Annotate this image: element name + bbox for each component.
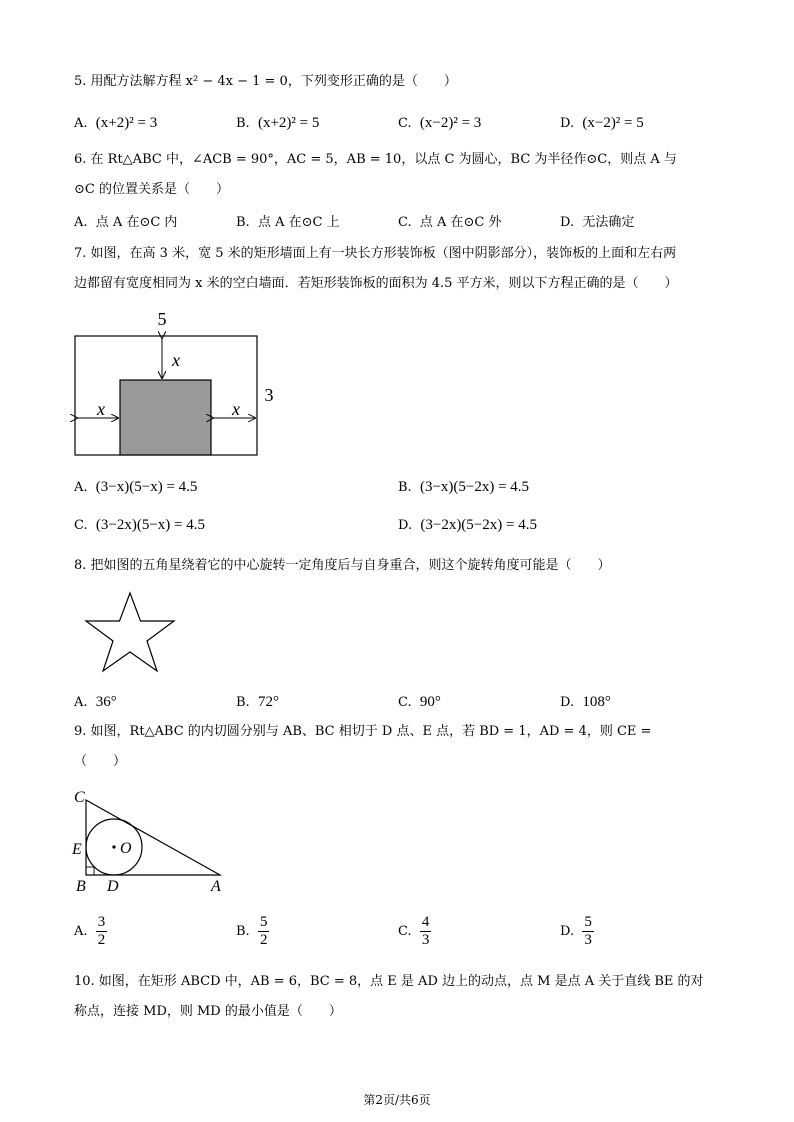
- q7-option-b: B. (3−x)(5−2x) = 4.5: [398, 479, 530, 495]
- decoration-board: [120, 380, 211, 455]
- five-pointed-star: [86, 593, 174, 671]
- q6-stem-line1: 6. 在 Rt△ABC 中，∠ACB = 90°，AC = 5，AB = 10，以点 C 为圆心，BC 为半径作⊙C，则点 A 与: [74, 152, 677, 167]
- q6-stem-line2: ⊙C 的位置关系是（ ）: [74, 182, 229, 197]
- q8-stem: 8. 把如图的五角星绕着它的中心旋转一定角度后与自身重合，则这个旋转角度可能是（ ）: [74, 558, 611, 573]
- label-o: O: [120, 840, 132, 857]
- label-a: A: [211, 878, 221, 893]
- q5-option-a: A. (x+2)² = 3: [74, 115, 158, 131]
- label-b: B: [76, 878, 86, 893]
- q9-option-c: C. $\frac{4}{3}$: [398, 914, 430, 948]
- q6-option-c: C. 点 A 在⊙C 外: [398, 215, 502, 230]
- q5-option-d: D. (x−2)² = 5: [560, 115, 644, 131]
- page-footer: 第2页/共6页: [363, 1093, 431, 1107]
- q7-stem-line1: 7. 如图，在高 3 米，宽 5 米的矩形墙面上有一块长方形装饰板（图中阴影部分），装饰板的上面和左右两: [74, 246, 677, 261]
- q7-stem-line2: 边都留有宽度相同为 x 米的空白墙面．若矩形装饰板的面积为 4.5 平方米，则以下方程正确的是（ ）: [74, 276, 678, 291]
- q8-star-figure: [80, 590, 180, 675]
- right-angle-mark: [86, 867, 94, 875]
- q6-option-d: D. 无法确定: [560, 215, 635, 230]
- q5-option-b: B. (x+2)² = 5: [236, 115, 320, 131]
- label-c: C: [74, 789, 85, 806]
- q6-option-a: A. 点 A 在⊙C 内: [74, 215, 178, 230]
- q5-stem: 5. 用配方法解方程 x² − 4x − 1 = 0，下列变形正确的是（ ）: [74, 74, 457, 89]
- q7-option-a: A. (3−x)(5−x) = 4.5: [74, 479, 198, 495]
- q6-option-b: B. 点 A 在⊙C 上: [236, 215, 340, 230]
- q10-stem-line2: 称点，连接 MD，则 MD 的最小值是（ ）: [74, 1004, 342, 1019]
- q10-stem-line1: 10. 如图，在矩形 ABCD 中，AB = 6，BC = 8，点 E 是 AD 边上的动点，点 M 是点 A 关于直线 BE 的对: [74, 974, 704, 989]
- q9-stem-line1: 9. 如图，Rt△ABC 的内切圆分别与 AB、BC 相切于 D 点、E 点，若 BD = 1，AD = 4，则 CE =: [74, 724, 652, 739]
- center-point-o: [112, 845, 115, 848]
- width-label: 5: [157, 309, 167, 329]
- q7-option-d: D. (3−2x)(5−2x) = 4.5: [398, 517, 537, 533]
- q9-option-b: B. $\frac{5}{2}$: [236, 914, 268, 948]
- q7-wall-figure: [70, 305, 290, 460]
- triangle-abc: [86, 800, 220, 875]
- left-gap-label: x: [97, 399, 105, 419]
- q8-option-d: D. 108°: [560, 694, 611, 710]
- label-e: E: [72, 841, 82, 858]
- height-label: 3: [264, 385, 274, 405]
- q5-option-c: C. (x−2)² = 3: [398, 115, 482, 131]
- q7-option-c: C. (3−2x)(5−x) = 4.5: [74, 517, 205, 533]
- q9-option-a: A. $\frac{3}{2}$: [74, 914, 106, 948]
- right-gap-label: x: [232, 399, 240, 419]
- top-gap-label: x: [172, 350, 180, 370]
- q9-option-d: D. $\frac{5}{3}$: [560, 914, 592, 948]
- q9-stem-line2: （ ）: [74, 754, 127, 769]
- q8-option-a: A. 36°: [74, 694, 117, 710]
- q8-option-b: B. 72°: [236, 694, 279, 710]
- q8-option-c: C. 90°: [398, 694, 441, 710]
- label-d: D: [107, 878, 119, 893]
- q9-triangle-figure: [70, 783, 230, 893]
